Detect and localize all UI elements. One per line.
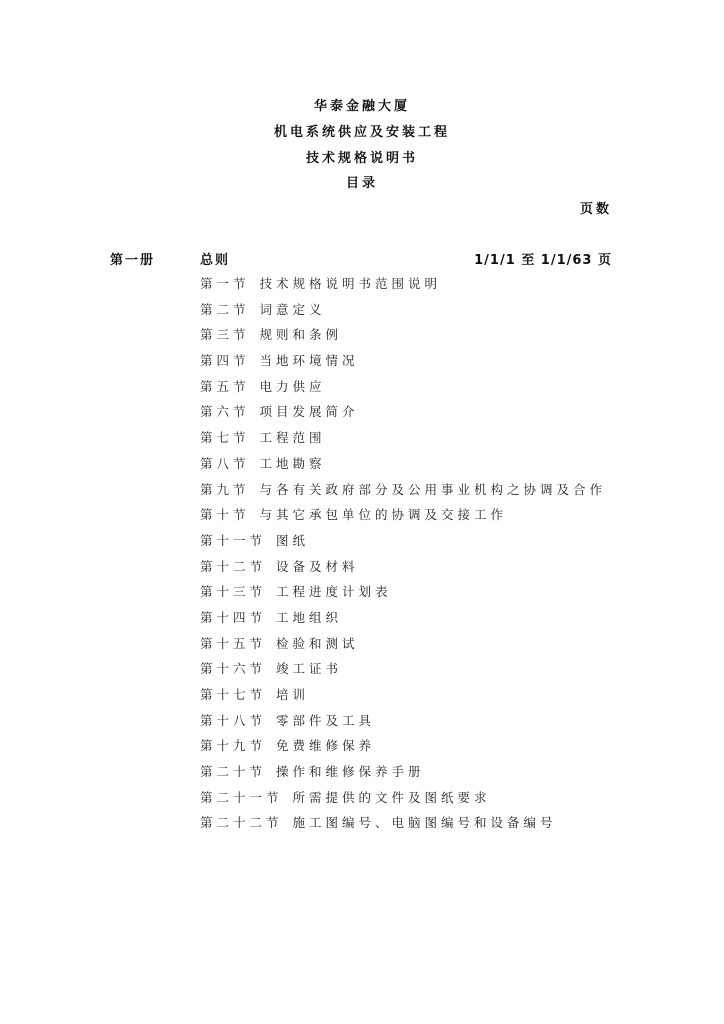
toc-item-title: 竣工证书	[276, 661, 343, 677]
toc-item-number: 第二节	[200, 301, 250, 317]
toc-item-title: 工程范围	[259, 430, 326, 446]
toc-item-title: 图纸	[276, 532, 310, 548]
toc-item-title: 工程进度计划表	[276, 584, 392, 600]
toc-item-title: 设备及材料	[276, 558, 359, 574]
toc-item	[200, 378, 606, 404]
toc-item	[200, 712, 606, 738]
toc-item-title: 技术规格说明书范围说明	[259, 276, 442, 291]
toc-item	[200, 686, 606, 712]
document-title-contents: 目录	[345, 176, 378, 191]
toc-item	[200, 558, 606, 584]
toc-item	[200, 789, 606, 815]
toc-item-number: 第一节	[200, 276, 250, 291]
toc-item-number: 第二十二节	[200, 815, 283, 831]
toc-item-number: 第七节	[200, 430, 250, 446]
toc-item	[200, 403, 606, 429]
toc-item	[200, 481, 606, 507]
toc-item	[200, 814, 606, 840]
toc-item-title: 工地勘察	[259, 455, 326, 471]
toc-item-title: 与各有关政府部分及公用事业机构之协调及合作	[259, 481, 607, 497]
toc-item-title: 检验和测试	[276, 635, 359, 651]
toc-section-list	[200, 275, 606, 840]
toc-item-number: 第二十一节	[200, 789, 283, 805]
toc-item-number: 第六节	[200, 404, 250, 420]
toc-item	[200, 275, 606, 301]
toc-item	[200, 429, 606, 455]
volume-page-range: 1/1/1 至 1/1/63 页	[474, 253, 612, 268]
toc-item	[200, 583, 606, 609]
toc-item-number: 第十三节	[200, 584, 267, 600]
toc-item	[200, 301, 606, 327]
toc-item-number: 第十四节	[200, 609, 267, 625]
toc-item-title: 操作和维修保养手册	[276, 764, 425, 780]
toc-item	[200, 737, 606, 763]
toc-item-title: 项目发展简介	[259, 404, 359, 420]
toc-item-number: 第五节	[200, 378, 250, 394]
page-column-label: 页数	[579, 202, 612, 217]
toc-item-number: 第十九节	[200, 738, 267, 754]
toc-item	[200, 506, 606, 532]
toc-item-title: 施工图编号、电脑图编号和设备编号	[292, 815, 557, 831]
toc-item	[200, 635, 606, 661]
toc-item-title: 培训	[276, 687, 310, 702]
toc-item-title: 所需提供的文件及图纸要求	[292, 789, 491, 805]
toc-item-number: 第四节	[200, 353, 250, 369]
toc-item-title: 免费维修保养	[276, 738, 376, 754]
document-title-spec: 技术规格说明书	[305, 151, 418, 166]
toc-item	[200, 455, 606, 481]
toc-item-number: 第十八节	[200, 712, 267, 728]
toc-item-number: 第十七节	[200, 687, 267, 702]
toc-item-number: 第十节	[200, 507, 250, 523]
toc-item	[200, 352, 606, 378]
toc-item-number: 第十六节	[200, 661, 267, 677]
toc-item	[200, 326, 606, 352]
toc-item-title: 工地组织	[276, 609, 343, 625]
document-title-building: 华泰金融大厦	[313, 99, 410, 114]
toc-item-number: 第三节	[200, 327, 250, 343]
toc-item-number: 第八节	[200, 455, 250, 471]
toc-item	[200, 532, 606, 558]
document-title-project: 机电系统供应及安装工程	[273, 125, 450, 140]
toc-item-title: 零部件及工具	[276, 712, 376, 728]
toc-item-title: 规则和条例	[259, 327, 343, 343]
toc-item	[200, 609, 606, 635]
toc-item-title: 电力供应	[259, 378, 326, 394]
toc-item-number: 第十一节	[200, 532, 267, 548]
toc-item-title: 当地环境情况	[259, 353, 359, 369]
toc-item-number: 第九节	[200, 481, 250, 497]
volume-title: 总则	[200, 253, 231, 268]
toc-item-number: 第十五节	[200, 635, 267, 651]
toc-item	[200, 763, 606, 789]
toc-item-title: 词意定义	[259, 301, 326, 317]
volume-label: 第一册	[110, 253, 156, 268]
toc-item-number: 第十二节	[200, 558, 267, 574]
toc-item-number: 第二十节	[200, 764, 267, 780]
toc-item	[200, 660, 606, 686]
toc-item-title: 与其它承包单位的协调及交接工作	[259, 507, 508, 523]
